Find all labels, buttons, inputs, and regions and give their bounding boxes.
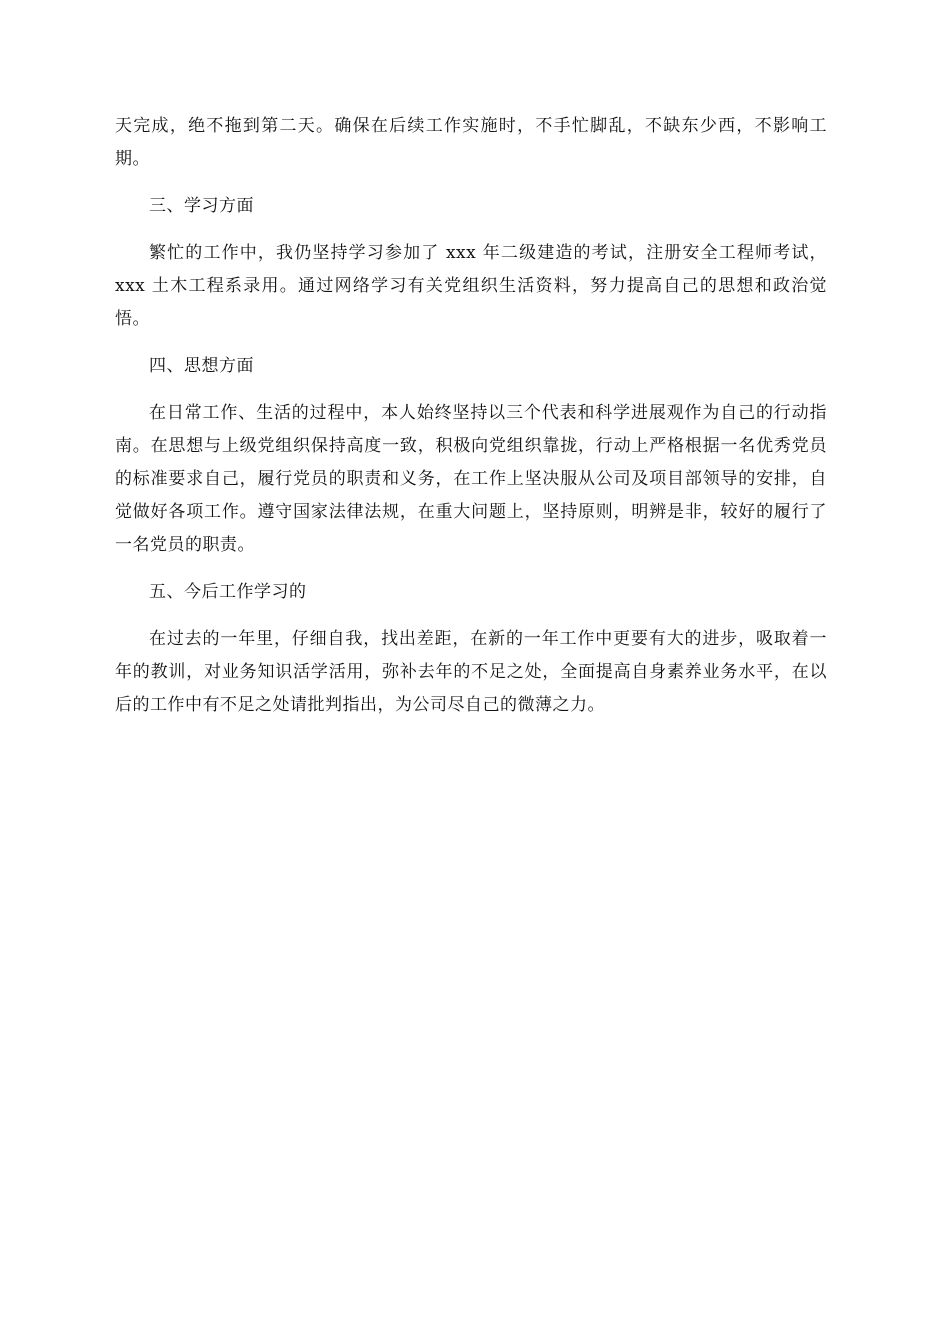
document-body: [115, 110, 827, 736]
section-heading-future: 五、今后工作学习的: [149, 582, 307, 602]
section-heading-thought: 四、思想方面: [149, 356, 254, 376]
section-paragraph-thought: 在日常工作、生活的过程中，本人始终坚持以三个代表和科学进展观作为自己的行动指南。在思想与上级党组织保持高度一致，积极向党组织靠拢，行动上严格根据一名优秀党员的标准要求自己，履行党员的职责和义务，在工作上坚决服从公司及项目部领导的安排，自觉做好各项工作。遵守国家法律法规，在重大问题上，坚持原则，明辨是非，较好的履行了一名党员的职责。: [115, 403, 827, 555]
section-paragraph-future: 在过去的一年里，仔细自我，找出差距，在新的一年工作中更要有大的进步，吸取着一年的教训，对业务知识活学活用，弥补去年的不足之处，全面提高自身素养业务水平，在以后的工作中有不足之处请批判指出，为公司尽自己的微薄之力。: [115, 629, 827, 715]
section-heading-study: 三、学习方面: [149, 196, 254, 216]
continuation-paragraph: 天完成，绝不拖到第二天。确保在后续工作实施时，不手忙脚乱，不缺东少西，不影响工期。: [115, 116, 827, 169]
section-paragraph-study: 繁忙的工作中，我仍坚持学习参加了 xxx 年二级建造的考试，注册安全工程师考试，xxx 土木工程系录用。通过网络学习有关党组织生活资料，努力提高自己的思想和政治觉悟。: [115, 243, 827, 329]
